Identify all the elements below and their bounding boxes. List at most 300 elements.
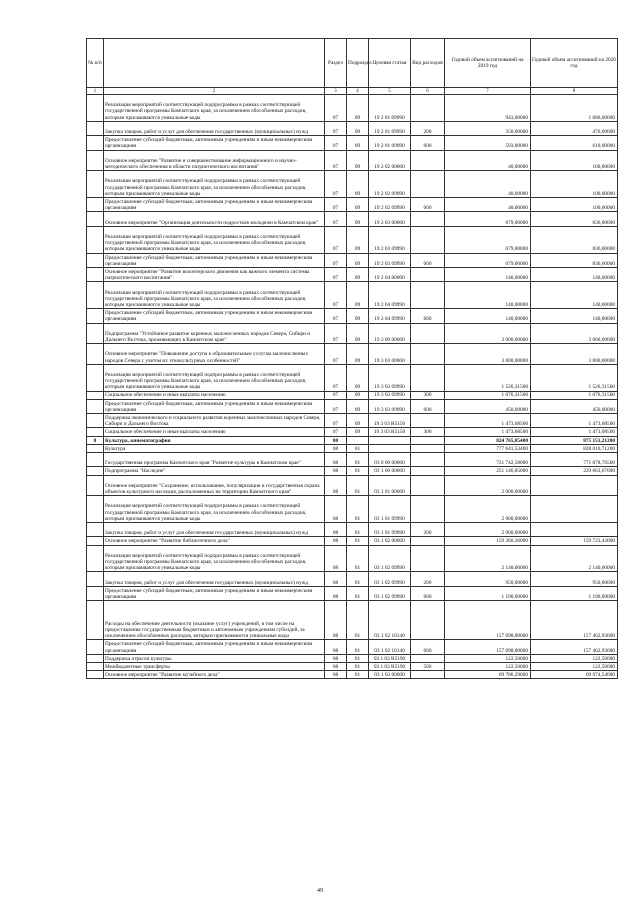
table-row: [87, 171, 618, 198]
table-row: [87, 453, 618, 467]
column-index: 2: [104, 88, 325, 95]
row-name: Расходы на обеспечение деятельности (оказание услуг) учреждений, в том числе на предоставление государственным бюджетным и автономным учреждениям субсидий, за исключением обособленных расходов, которым присваиваются уникальные коды: [104, 601, 325, 640]
table-row: [87, 586, 618, 600]
column-index: 8: [531, 88, 618, 95]
row-target-article: 03 1 00 00000: [369, 467, 411, 475]
row-amount-2020: 100,00000: [531, 197, 618, 211]
row-name: Социальное обеспечение и иные выплаты населению: [104, 391, 325, 399]
row-name: Реализация мероприятий соответствующей подпрограммы в рамках соответствующей государственной программы Камчатского края, за исключением обособленных расходов, которым присваиваются уникальные коды: [104, 95, 325, 122]
row-podrazdel: 09: [347, 197, 369, 211]
row-podrazdel: 01: [347, 467, 369, 475]
row-number: [87, 601, 104, 640]
table-row: [87, 601, 618, 640]
row-name: Реализация мероприятий соответствующей подпрограммы в рамках соответствующей государственной программы Камчатского края, за исключением обособленных расходов, которым присваиваются уникальные коды: [104, 496, 325, 523]
row-razdel: 07: [325, 364, 347, 391]
row-amount-2020: 470,00000: [531, 121, 618, 135]
page-number: 49: [317, 888, 323, 894]
row-amount-2020: 140,00000: [531, 309, 618, 323]
row-target-article: 03 1 03 00000: [369, 671, 411, 679]
row-amount-2020: 771 878,76500: [531, 453, 618, 467]
row-razdel: 07: [325, 197, 347, 211]
row-number: [87, 453, 104, 467]
table-row: [87, 414, 618, 428]
row-podrazdel: 09: [347, 414, 369, 428]
row-name: Реализация мероприятий соответствующей подпрограммы в рамках соответствующей государственной программы Камчатского края, за исключением обособленных расходов, которым присваиваются уникальные коды: [104, 226, 325, 253]
row-expense-type: [411, 601, 445, 640]
row-podrazdel: 01: [347, 601, 369, 640]
row-target-article: 03 1 02 R5190: [369, 662, 411, 670]
table-row: [87, 444, 618, 452]
row-razdel: 08: [325, 601, 347, 640]
row-amount-2019: 251 146,85000: [445, 467, 531, 475]
row-expense-type: 200: [411, 572, 445, 586]
row-target-article: 19 2 03 00000: [369, 212, 411, 226]
row-podrazdel: 09: [347, 399, 369, 413]
row-amount-2020: 3 000,00000: [531, 344, 618, 365]
row-target-article: 19 2 01 09990: [369, 136, 411, 150]
row-target-article: 19 3 03 R5150: [369, 428, 411, 436]
row-target-article: 19 2 03 09990: [369, 226, 411, 253]
row-target-article: 19 2 02 09990: [369, 197, 411, 211]
row-amount-2020: 836,00000: [531, 226, 618, 253]
row-razdel: 07: [325, 391, 347, 399]
row-amount-2020: 950,00000: [531, 572, 618, 586]
row-target-article: 03 1 02 R5190: [369, 654, 411, 662]
table-row: [87, 428, 618, 436]
row-razdel: 07: [325, 121, 347, 135]
table-row: [87, 537, 618, 545]
row-number: [87, 399, 104, 413]
table-row: [87, 572, 618, 586]
row-amount-2020: 100,00000: [531, 150, 618, 171]
row-number: [87, 654, 104, 662]
table-body: [87, 95, 618, 679]
row-amount-2020: 157 462,93000: [531, 601, 618, 640]
row-razdel: 08: [325, 523, 347, 537]
row-expense-type: [411, 444, 445, 452]
row-expense-type: 300: [411, 391, 445, 399]
row-podrazdel: 09: [347, 150, 369, 171]
row-amount-2019: 1 473,68500: [445, 414, 531, 428]
row-podrazdel: 01: [347, 654, 369, 662]
row-target-article: 19 2 04 09990: [369, 309, 411, 323]
row-podrazdel: 09: [347, 267, 369, 281]
row-razdel: 08: [325, 654, 347, 662]
row-amount-2020: 610,00000: [531, 136, 618, 150]
row-amount-2019: 140,00000: [445, 267, 531, 281]
row-expense-type: 200: [411, 523, 445, 537]
row-razdel: 08: [325, 496, 347, 523]
row-amount-2019: 679,00000: [445, 212, 531, 226]
table-row: [87, 545, 618, 572]
row-expense-type: [411, 212, 445, 226]
row-razdel: 08: [325, 537, 347, 545]
row-amount-2019: 40,00000: [445, 150, 531, 171]
row-name: Культура: [104, 444, 325, 452]
row-expense-type: [411, 467, 445, 475]
row-number: [87, 537, 104, 545]
row-podrazdel: 01: [347, 475, 369, 496]
row-number: [87, 496, 104, 523]
row-name: Предоставление субсидий бюджетным, автономным учреждениям и иным некоммерческим организациям: [104, 399, 325, 413]
table-row: [87, 344, 618, 365]
row-podrazdel: 09: [347, 226, 369, 253]
row-amount-2019: 3 000,00000: [445, 344, 531, 365]
table-row: [87, 309, 618, 323]
row-amount-2019: 1 076,31500: [445, 391, 531, 399]
header-2020: Годовой объем ассигнований на 2020 год: [531, 39, 618, 88]
row-expense-type: [411, 344, 445, 365]
row-amount-2019: 721 742,58000: [445, 453, 531, 467]
row-number: [87, 150, 104, 171]
row-amount-2020: 100,00000: [531, 171, 618, 198]
row-target-article: 19 2 01 09990: [369, 95, 411, 122]
row-podrazdel: 09: [347, 309, 369, 323]
row-expense-type: [411, 496, 445, 523]
row-number: [87, 344, 104, 365]
row-razdel: 08: [325, 662, 347, 670]
row-target-article: 03 1 01 09990: [369, 496, 411, 523]
row-target-article: 03 1 02 09990: [369, 572, 411, 586]
row-expense-type: 600: [411, 136, 445, 150]
table-header-row: [87, 39, 618, 88]
header-target-article: Целевая статья: [369, 39, 411, 88]
row-expense-type: 600: [411, 309, 445, 323]
row-amount-2020: 157 462,93000: [531, 640, 618, 654]
row-amount-2020: 1 473,68500: [531, 428, 618, 436]
row-expense-type: [411, 537, 445, 545]
row-target-article: 19 3 03 09990: [369, 391, 411, 399]
row-amount-2019: 1 526,31500: [445, 364, 531, 391]
row-razdel: 07: [325, 414, 347, 428]
column-index: 5: [369, 88, 411, 95]
header-razdel: Раздел: [325, 39, 347, 88]
row-razdel: 07: [325, 399, 347, 413]
row-razdel: 07: [325, 95, 347, 122]
row-podrazdel: 09: [347, 282, 369, 309]
column-index: 3: [325, 88, 347, 95]
row-name: Закупка товаров, работ и услуг для обеспечения государственных (муниципальных) нужд: [104, 121, 325, 135]
table-row: [87, 226, 618, 253]
table-row: [87, 523, 618, 537]
budget-table-page: [86, 38, 617, 679]
row-name: Реализация мероприятий соответствующей подпрограммы в рамках соответствующей государственной программы Камчатского края, за исключением обособленных расходов, которым присваиваются уникальные коды: [104, 545, 325, 572]
row-amount-2019: 824 765,85400: [445, 436, 531, 444]
row-podrazdel: 09: [347, 136, 369, 150]
row-razdel: 07: [325, 136, 347, 150]
row-number: [87, 523, 104, 537]
row-target-article: [369, 436, 411, 444]
row-name: Основное мероприятие "Сохранение, использование, популяризация и государственная охрана объектов культурного наследия, расположенных на территории Камчатского края": [104, 475, 325, 496]
row-target-article: 19 2 04 00000: [369, 267, 411, 281]
row-expense-type: 300: [411, 428, 445, 436]
column-index: 1: [87, 88, 104, 95]
row-podrazdel: 09: [347, 364, 369, 391]
row-name: Подпрограмма "Устойчивое развитие коренных малочисленных народов Севера, Сибири и Дальнего Востока, проживающих в Камчатском крае": [104, 323, 325, 344]
row-podrazdel: 01: [347, 662, 369, 670]
row-razdel: 08: [325, 586, 347, 600]
row-amount-2019: 140,00000: [445, 309, 531, 323]
row-amount-2019: 943,00000: [445, 95, 531, 122]
row-number: [87, 475, 104, 496]
row-amount-2020: 828 010,71200: [531, 444, 618, 452]
row-name: Поддержка отрасли культуры: [104, 654, 325, 662]
row-podrazdel: 09: [347, 323, 369, 344]
row-number: [87, 364, 104, 391]
row-amount-2019: 350,00000: [445, 121, 531, 135]
row-amount-2019: 3 000,00000: [445, 323, 531, 344]
row-expense-type: [411, 226, 445, 253]
row-amount-2020: 159 723,43000: [531, 537, 618, 545]
row-amount-2019: 69 786,29000: [445, 671, 531, 679]
row-amount-2019: 679,00000: [445, 226, 531, 253]
table-row: [87, 640, 618, 654]
row-number: [87, 309, 104, 323]
row-razdel: 07: [325, 344, 347, 365]
row-podrazdel: 01: [347, 572, 369, 586]
row-razdel: 08: [325, 436, 347, 444]
row-amount-2020: 1 473,68500: [531, 414, 618, 428]
row-razdel: 07: [325, 171, 347, 198]
row-expense-type: [411, 267, 445, 281]
table-row: [87, 399, 618, 413]
row-name: Поддержка экономического и социального развития коренных малочисленных народов Севера, Сибири и Дальнего Востока: [104, 414, 325, 428]
row-number: [87, 121, 104, 135]
row-expense-type: [411, 671, 445, 679]
row-podrazdel: 01: [347, 496, 369, 523]
table-row: [87, 662, 618, 670]
row-amount-2019: 40,00000: [445, 197, 531, 211]
row-number: [87, 282, 104, 309]
table-row: [87, 197, 618, 211]
row-podrazdel: 09: [347, 212, 369, 226]
row-amount-2020: 122,50000: [531, 654, 618, 662]
row-amount-2020: 229 663,67000: [531, 467, 618, 475]
table-row: [87, 150, 618, 171]
row-amount-2020: [531, 496, 618, 523]
row-number: [87, 414, 104, 428]
row-target-article: 19 2 04 09990: [369, 282, 411, 309]
column-index-row: [87, 88, 618, 95]
row-razdel: 07: [325, 253, 347, 267]
row-amount-2020: 875 151,21200: [531, 436, 618, 444]
row-podrazdel: 01: [347, 671, 369, 679]
row-amount-2020: 3 000,00000: [531, 323, 618, 344]
row-amount-2019: 122,50000: [445, 654, 531, 662]
table-row: [87, 212, 618, 226]
row-name: Государственная программа Камчатского края "Развитие культуры в Камчатском крае": [104, 453, 325, 467]
row-target-article: 03 1 01 00000: [369, 475, 411, 496]
row-name: Предоставление субсидий бюджетным, автономным учреждениям и иным некоммерческим организациям: [104, 197, 325, 211]
row-number: 8: [87, 436, 104, 444]
row-razdel: 07: [325, 428, 347, 436]
row-amount-2019: 2 140,00000: [445, 545, 531, 572]
row-expense-type: [411, 475, 445, 496]
row-expense-type: [411, 414, 445, 428]
table-row: [87, 496, 618, 523]
row-name: Основное мероприятие "Развитие и совершенствование информационного и научно-методического обеспечения в области патриотического воспитания": [104, 150, 325, 171]
row-number: [87, 444, 104, 452]
row-razdel: 07: [325, 226, 347, 253]
table-row: [87, 654, 618, 662]
row-razdel: 08: [325, 444, 347, 452]
row-podrazdel: 01: [347, 453, 369, 467]
row-name: Основное мероприятие "Организация деятельности подростков молодежи в Камчатском крае": [104, 212, 325, 226]
row-expense-type: 600: [411, 253, 445, 267]
row-name: Основное мероприятие "Повышение доступа к образовательным услугам малочисленных народов Севера с учетом их этнокультурных особенностей": [104, 344, 325, 365]
row-expense-type: 600: [411, 640, 445, 654]
table-row: [87, 391, 618, 399]
row-name: Реализация мероприятий соответствующей подпрограммы в рамках соответствующей государственной программы Камчатского края, за исключением обособленных расходов, которым присваиваются уникальные коды: [104, 282, 325, 309]
row-razdel: 08: [325, 453, 347, 467]
row-name: Культура, кинематография: [104, 436, 325, 444]
row-razdel: 07: [325, 323, 347, 344]
row-number: [87, 197, 104, 211]
row-amount-2019: 157 098,00000: [445, 601, 531, 640]
row-number: [87, 171, 104, 198]
row-amount-2019: 450,00000: [445, 399, 531, 413]
row-target-article: 03 0 00 00000: [369, 453, 411, 467]
row-expense-type: [411, 654, 445, 662]
row-number: [87, 253, 104, 267]
row-name: Предоставление субсидий бюджетным, автономным учреждениям и иным некоммерческим организациям: [104, 640, 325, 654]
table-row: [87, 364, 618, 391]
table-row: [87, 282, 618, 309]
row-target-article: 19 2 03 09990: [369, 253, 411, 267]
header-num: № п/п: [87, 39, 104, 88]
row-name: Реализация мероприятий соответствующей подпрограммы в рамках соответствующей государственной программы Камчатского края, за исключением обособленных расходов, которым присваиваются уникальные коды: [104, 364, 325, 391]
row-target-article: 03 1 02 09990: [369, 586, 411, 600]
row-expense-type: [411, 436, 445, 444]
row-target-article: [369, 444, 411, 452]
column-index: 6: [411, 88, 445, 95]
row-name: Закупка товаров, работ и услуг для обеспечения государственных (муниципальных) нужд: [104, 572, 325, 586]
row-amount-2020: 122,50000: [531, 662, 618, 670]
row-razdel: 07: [325, 309, 347, 323]
row-target-article: 03 1 01 09990: [369, 523, 411, 537]
row-amount-2019: 2 000,00000: [445, 496, 531, 523]
row-number: [87, 323, 104, 344]
row-target-article: 19 3 00 00000: [369, 323, 411, 344]
row-target-article: 03 1 02 10140: [369, 601, 411, 640]
row-number: [87, 671, 104, 679]
row-target-article: 19 2 02 00000: [369, 150, 411, 171]
row-amount-2020: 836,00000: [531, 253, 618, 267]
row-target-article: 19 2 02 09990: [369, 171, 411, 198]
column-index: 7: [445, 88, 531, 95]
row-name: Подпрограмма "Наследие": [104, 467, 325, 475]
row-razdel: 07: [325, 150, 347, 171]
row-target-article: 03 1 02 00000: [369, 537, 411, 545]
row-name: Межбюджетные трансферты: [104, 662, 325, 670]
row-number: [87, 428, 104, 436]
row-name: Социальное обеспечение и иные выплаты населению: [104, 428, 325, 436]
row-amount-2019: 1 473,68500: [445, 428, 531, 436]
row-expense-type: [411, 171, 445, 198]
row-amount-2020: 1 526,31500: [531, 364, 618, 391]
row-amount-2020: 1 076,31500: [531, 391, 618, 399]
row-number: [87, 586, 104, 600]
row-razdel: 08: [325, 545, 347, 572]
header-podrazdel: Подраздел: [347, 39, 369, 88]
row-razdel: 08: [325, 475, 347, 496]
row-name: Закупка товаров, работ и услуг для обеспечения государственных (муниципальных) нужд: [104, 523, 325, 537]
row-expense-type: [411, 150, 445, 171]
row-name: Основное мероприятие "Развитие библиотечного дела": [104, 537, 325, 545]
row-podrazdel: 09: [347, 253, 369, 267]
row-amount-2019: 159 360,36000: [445, 537, 531, 545]
row-razdel: 07: [325, 267, 347, 281]
row-name: Основное мероприятие "Развитие музейного дела": [104, 671, 325, 679]
table-row: [87, 136, 618, 150]
row-expense-type: [411, 545, 445, 572]
row-number: [87, 226, 104, 253]
row-target-article: 19 3 03 R5150: [369, 414, 411, 428]
table-row: [87, 121, 618, 135]
row-number: [87, 467, 104, 475]
row-podrazdel: 09: [347, 428, 369, 436]
row-number: [87, 640, 104, 654]
table-row: [87, 267, 618, 281]
row-podrazdel: 01: [347, 523, 369, 537]
header-2019: Годовой объем ассигнований на 2019 год: [445, 39, 531, 88]
table-row: [87, 436, 618, 444]
row-amount-2020: 2 140,00000: [531, 545, 618, 572]
row-target-article: 19 3 03 09990: [369, 399, 411, 413]
row-name: Предоставление субсидий бюджетным, автономным учреждениям и иным некоммерческим организациям: [104, 586, 325, 600]
row-amount-2019: 122,50000: [445, 662, 531, 670]
row-podrazdel: 01: [347, 537, 369, 545]
row-number: [87, 212, 104, 226]
row-amount-2020: 1 190,00000: [531, 586, 618, 600]
row-amount-2020: [531, 523, 618, 537]
row-razdel: 08: [325, 640, 347, 654]
row-amount-2019: 140,00000: [445, 282, 531, 309]
row-expense-type: 600: [411, 399, 445, 413]
row-amount-2020: 1 080,00000: [531, 95, 618, 122]
row-razdel: 08: [325, 671, 347, 679]
row-podrazdel: 09: [347, 391, 369, 399]
row-podrazdel: 09: [347, 171, 369, 198]
header-name: [104, 39, 325, 88]
row-number: [87, 391, 104, 399]
row-name: Реализация мероприятий соответствующей подпрограммы в рамках соответствующей государственной программы Камчатского края, за исключением обособленных расходов, которым присваиваются уникальные коды: [104, 171, 325, 198]
row-podrazdel: 09: [347, 121, 369, 135]
row-razdel: 07: [325, 282, 347, 309]
row-podrazdel: 09: [347, 344, 369, 365]
row-number: [87, 662, 104, 670]
row-number: [87, 572, 104, 586]
table-row: [87, 475, 618, 496]
row-podrazdel: 09: [347, 95, 369, 122]
row-podrazdel: 01: [347, 586, 369, 600]
row-expense-type: 600: [411, 197, 445, 211]
row-expense-type: [411, 323, 445, 344]
row-amount-2019: 679,00000: [445, 253, 531, 267]
row-amount-2019: 950,00000: [445, 572, 531, 586]
row-amount-2019: 777 641,53400: [445, 444, 531, 452]
row-amount-2019: 1 190,00000: [445, 586, 531, 600]
column-index: 4: [347, 88, 369, 95]
row-target-article: 19 3 03 00000: [369, 344, 411, 365]
table-row: [87, 253, 618, 267]
row-podrazdel: 01: [347, 444, 369, 452]
row-expense-type: [411, 95, 445, 122]
row-expense-type: 600: [411, 586, 445, 600]
row-podrazdel: 01: [347, 640, 369, 654]
row-number: [87, 95, 104, 122]
row-target-article: 03 1 02 09990: [369, 545, 411, 572]
